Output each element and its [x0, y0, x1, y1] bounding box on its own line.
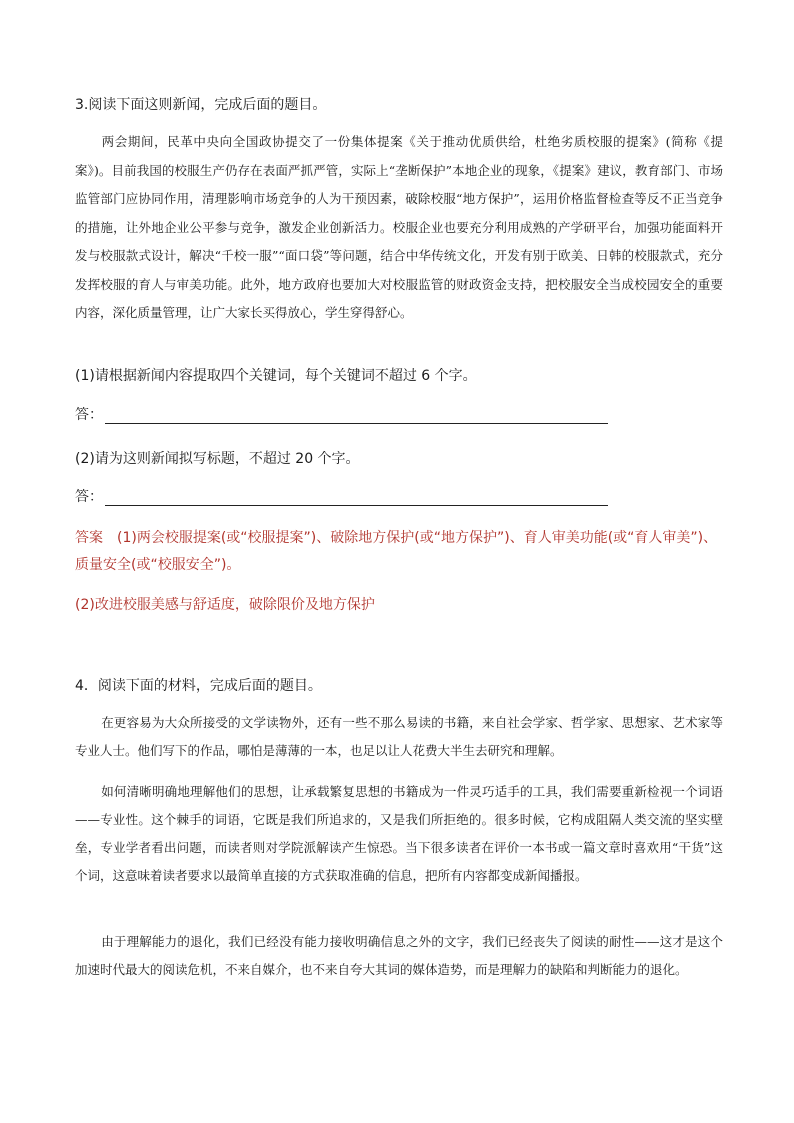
answer-input-2[interactable]: [105, 491, 608, 506]
answer-block-1: [75, 525, 725, 579]
question-3-passage-text: 两会期间，民革中央向全国政协提交了一份集体提案《关于推动优质供给，杜绝劣质校服的提案》(简称《提案》)。目前我国的校服生产仍存在表面严抓严管，实际上“垄断保护”本地企业的现象，《提案》建议，教育部门、市场监管部门应协同作用，清理影响市场竞争的人为干预因素，破除校服“地方保护”，运用价格监督检查等反不正当竞争的措施，让外地企业公平参与竞争，激发企业创新活力。校服企业也要充分利用成熟的产学研平台，加强功能面料开发与校服款式设计，解决“千校一服”“面口袋”等问题，结合中华传统文化，开发有别于欧美、日韩的校服款式，充分发挥校服的育人与审美功能。此外，地方政府也要加大对校服监管的财政资金支持，把校服安全当成校园安全的重要内容，深化质量管理，让广大家长买得放心，学生穿得舒心。: [75, 134, 723, 320]
answer-tag: 答案: [75, 530, 103, 546]
question-4-title: 4．阅读下面的材料，完成后面的题目。: [75, 678, 322, 694]
question-4-paragraph-2: [75, 778, 723, 890]
answer-block-2: (2)改进校服美感与舒适度，破除限价及地方保护: [75, 597, 375, 613]
answer-1-text: (1)两会校服提案(或“校服提案”)、破除地方保护(或“地方保护”)、育人审美功能(或“育人审美”)、质量安全(或“校服安全”)。: [75, 530, 718, 573]
answer-label-2: 答：: [75, 489, 103, 505]
answer-row-1: [75, 406, 608, 424]
question-3-passage: [75, 128, 723, 328]
answer-row-2: [75, 488, 608, 506]
question-4-paragraph-1-text: 在更容易为大众所接受的文学读物外，还有一些不那么易读的书籍，来自社会学家、哲学家、思想家、艺术家等专业人士。他们写下的作品，哪怕是薄薄的一本，也足以让人花费大半生去研究和理解。: [75, 715, 723, 758]
question-4-paragraph-3: [75, 928, 723, 984]
question-4-paragraph-1: [75, 709, 723, 765]
answer-input-1[interactable]: [105, 409, 608, 424]
question-4-paragraph-3-text: 由于理解能力的退化，我们已经没有能力接收明确信息之外的文字，我们已经丧失了阅读的耐性——这才是这个加速时代最大的阅读危机，不来自媒介，也不来自夸大其词的媒体造势，而是理解力的缺陷和判断能力的退化。: [75, 934, 723, 977]
answer-label-1: 答：: [75, 407, 103, 423]
question-3-title: 3.阅读下面这则新闻，完成后面的题目。: [75, 97, 327, 113]
question-4-paragraph-2-text: 如何清晰明确地理解他们的思想，让承载繁复思想的书籍成为一件灵巧适手的工具，我们需要重新检视一个词语——专业性。这个棘手的词语，它既是我们所追求的，又是我们所拒绝的。很多时候，它构成阻隔人类交流的坚实壁垒，专业学者看出问题，而读者则对学院派解读产生惊恐。当下很多读者在评价一本书或一篇文章时喜欢用“干货”这个词，这意味着读者要求以最简单直接的方式获取准确的信息，把所有内容都变成新闻播报。: [75, 784, 723, 883]
question-3-sub-2: (2)请为这则新闻拟写标题，不超过 20 个字。: [75, 451, 360, 467]
question-3-sub-1: (1)请根据新闻内容提取四个关键词，每个关键词不超过 6 个字。: [75, 368, 477, 384]
